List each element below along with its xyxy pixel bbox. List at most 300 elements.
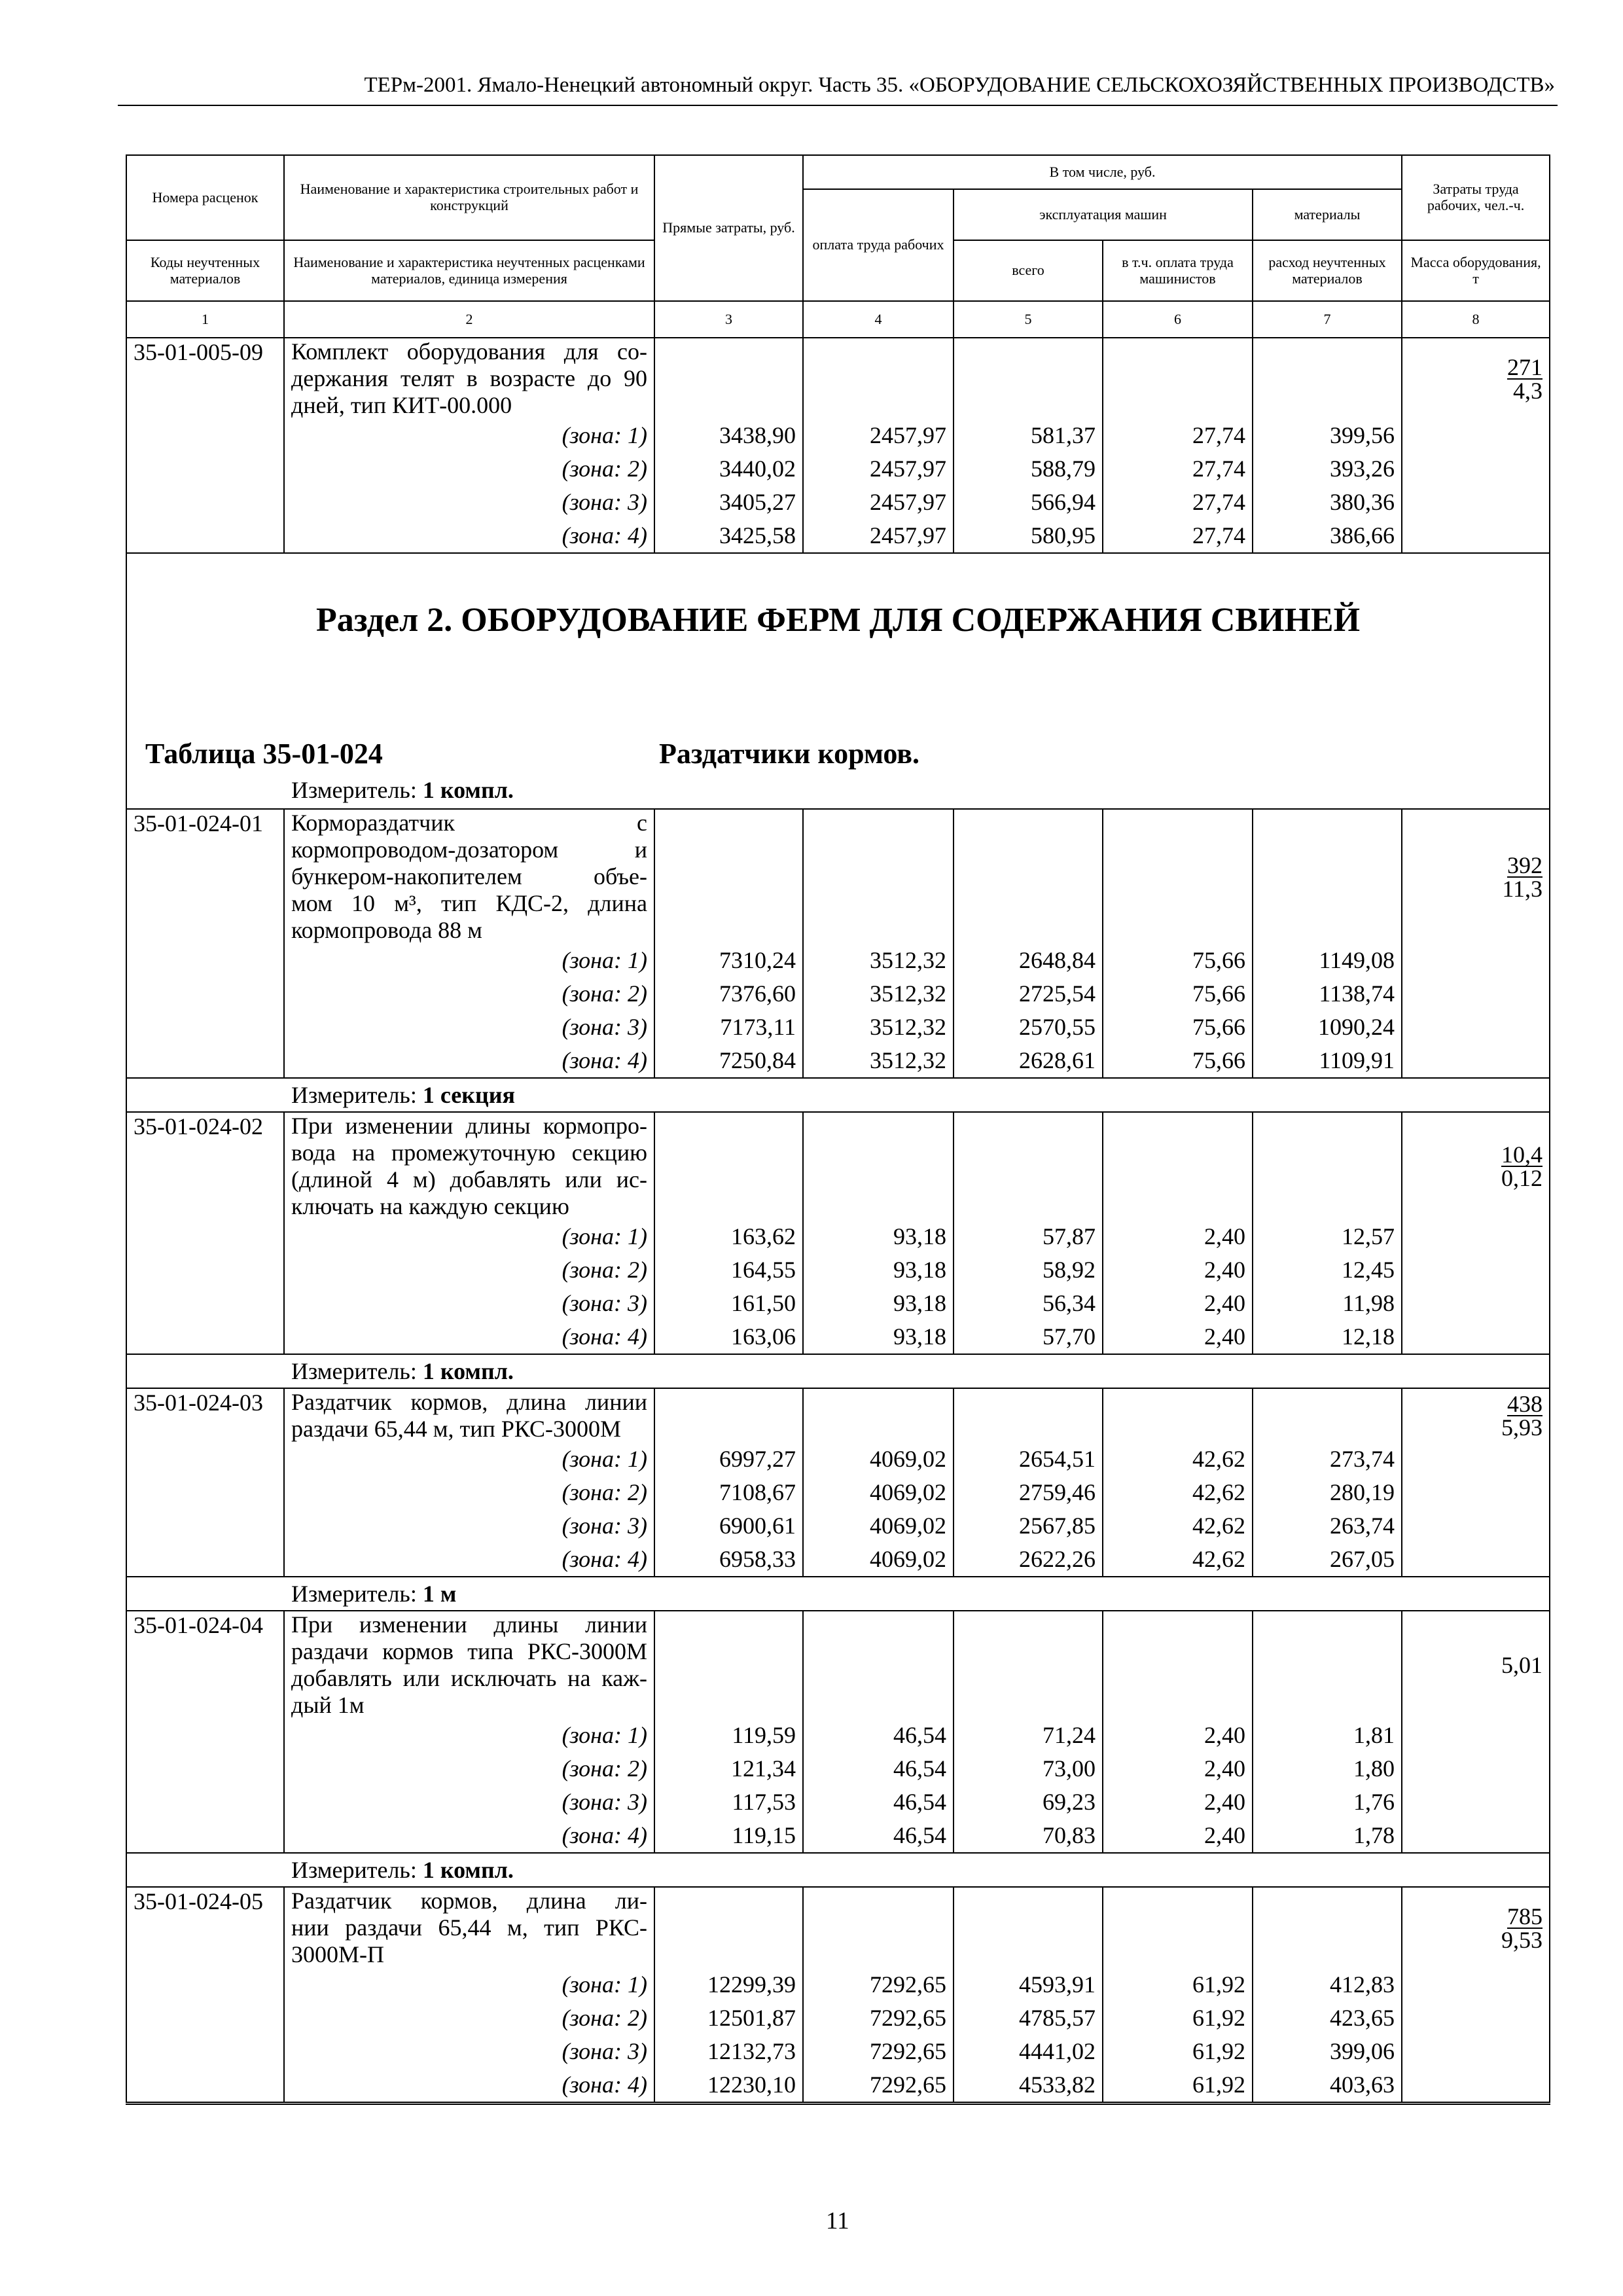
- zone-value: 12299,39: [654, 1968, 803, 2001]
- header-worker-pay: оплата труда рабочих: [803, 189, 954, 301]
- zone-label: (зона: 4): [284, 1543, 654, 1577]
- zone-value: 412,83: [1253, 1968, 1402, 2001]
- column-number: 8: [1402, 301, 1550, 338]
- zone-value: 56,34: [954, 1287, 1103, 1320]
- labor-costs-value: 392: [1507, 852, 1543, 878]
- section-cell: [126, 553, 1550, 809]
- header-materials: материалы: [1253, 189, 1402, 240]
- zone-row: [126, 1785, 1550, 1819]
- zone-value: 580,95: [954, 519, 1103, 553]
- zone-value: 163,06: [654, 1320, 803, 1354]
- empty-cell: [1402, 519, 1550, 553]
- equipment-mass-value: 0,12: [1501, 1165, 1543, 1191]
- empty-cell: [1402, 977, 1550, 1011]
- description-line: Раздатчик кормов, длина ли-: [291, 1888, 647, 1914]
- empty-cell: [1103, 1112, 1253, 1220]
- zone-value: 73,00: [954, 1752, 1103, 1785]
- zone-value: 1138,74: [1253, 977, 1402, 1011]
- zone-row: [126, 2001, 1550, 2035]
- zone-value: 12,57: [1253, 1220, 1402, 1253]
- zone-value: 75,66: [1103, 1011, 1253, 1044]
- empty-cell: [1402, 2035, 1550, 2068]
- zone-label: (зона: 1): [284, 1719, 654, 1752]
- zone-value: 2567,85: [954, 1509, 1103, 1543]
- zone-value: 588,79: [954, 452, 1103, 486]
- zone-value: 2648,84: [954, 944, 1103, 977]
- column-number: 4: [803, 301, 954, 338]
- empty-cell: [1402, 1476, 1550, 1509]
- empty-cell: [1402, 1968, 1550, 2001]
- zone-value: 27,74: [1103, 419, 1253, 452]
- rate-description: [284, 809, 654, 944]
- empty-cell: [1253, 338, 1402, 419]
- measure-value: 1 компл.: [422, 1358, 514, 1384]
- zone-value: 75,66: [1103, 944, 1253, 977]
- description-line: кормопроводом-дозатором и: [291, 836, 647, 863]
- header-direct-costs: Прямые затраты, руб.: [654, 155, 803, 301]
- equipment-mass-value: 5,93: [1501, 1414, 1543, 1441]
- empty-cell: [654, 1112, 803, 1220]
- zone-row: [126, 419, 1550, 452]
- rate-description: [284, 1388, 654, 1443]
- zone-row: [126, 944, 1550, 977]
- description-line: держания телят в возрасте до 90: [291, 365, 647, 391]
- zone-value: 42,62: [1103, 1543, 1253, 1577]
- rate-item-row: [126, 1388, 1550, 1443]
- zone-value: 117,53: [654, 1785, 803, 1819]
- empty-cell: [1402, 1543, 1550, 1577]
- zone-label: (зона: 4): [284, 1819, 654, 1853]
- rate-item-row: [126, 338, 1550, 419]
- zone-label: (зона: 1): [284, 1968, 654, 2001]
- page-header: ТЕРм-2001. Ямало-Ненецкий автономный округ. Часть 35. «ОБОРУДОВАНИЕ СЕЛЬСКОХОЗЯЙСТВЕННЫХ ПРОИЗВОДСТВ»: [364, 73, 1555, 97]
- zone-row: [126, 486, 1550, 519]
- description-line: (длиной 4 м) добавлять или ис-: [291, 1166, 647, 1193]
- measure-row: [126, 1853, 1550, 1887]
- zone-row: [126, 1011, 1550, 1044]
- zone-label: (зона: 2): [284, 1752, 654, 1785]
- measure-row: [126, 1354, 1550, 1388]
- zone-value: 2,40: [1103, 1287, 1253, 1320]
- description-line: мом 10 м³, тип КДС-2, длина: [291, 890, 647, 916]
- zone-value: 1,80: [1253, 1752, 1402, 1785]
- zone-value: 42,62: [1103, 1509, 1253, 1543]
- description-line: Раздатчик кормов, длина линии: [291, 1389, 647, 1415]
- empty-cell: [1103, 809, 1253, 944]
- empty-cell: [1402, 419, 1550, 452]
- zone-label: (зона: 2): [284, 1476, 654, 1509]
- zone-value: 12132,73: [654, 2035, 803, 2068]
- empty-cell: [803, 1887, 954, 1968]
- empty-cell: [126, 944, 284, 977]
- empty-cell: [1103, 1611, 1253, 1719]
- empty-cell: [1253, 1887, 1402, 1968]
- equipment-mass-value: 4,3: [1513, 377, 1543, 404]
- mass-value: [1402, 338, 1550, 419]
- empty-cell: [126, 1253, 284, 1287]
- section-title: Раздел 2. ОБОРУДОВАНИЕ ФЕРМ ДЛЯ СОДЕРЖАНИЯ СВИНЕЙ: [315, 601, 1361, 639]
- zone-value: 4069,02: [803, 1509, 954, 1543]
- empty-cell: [1253, 1112, 1402, 1220]
- rates-table: [126, 154, 1550, 2105]
- zone-value: 7376,60: [654, 977, 803, 1011]
- zone-label: (зона: 2): [284, 452, 654, 486]
- zone-value: 2457,97: [803, 519, 954, 553]
- zone-value: 581,37: [954, 419, 1103, 452]
- rate-description: [284, 1112, 654, 1220]
- zone-value: 2759,46: [954, 1476, 1103, 1509]
- header-labor-costs: Затраты труда рабочих, чел.-ч.: [1402, 155, 1550, 240]
- zone-row: [126, 452, 1550, 486]
- zone-value: 69,23: [954, 1785, 1103, 1819]
- empty-cell: [1402, 452, 1550, 486]
- zone-value: 119,59: [654, 1719, 803, 1752]
- description-line: нии раздачи 65,44 м, тип РКС-: [291, 1914, 647, 1941]
- zone-label: (зона: 1): [284, 419, 654, 452]
- zone-value: 93,18: [803, 1320, 954, 1354]
- zone-value: 42,62: [1103, 1476, 1253, 1509]
- zone-value: 7108,67: [654, 1476, 803, 1509]
- header-material-codes: Коды неучтенных материалов: [126, 240, 284, 301]
- empty-cell: [954, 1887, 1103, 1968]
- empty-cell: [1253, 1611, 1402, 1719]
- empty-cell: [126, 1443, 284, 1476]
- measure-label: Измеритель:: [291, 1581, 417, 1607]
- header-machinist-pay: в т.ч. оплата труда машинистов: [1103, 240, 1253, 301]
- zone-value: 2,40: [1103, 1220, 1253, 1253]
- measure-value: 1 компл.: [422, 1857, 514, 1883]
- zone-value: 1,81: [1253, 1719, 1402, 1752]
- section-row: [126, 553, 1550, 809]
- zone-value: 27,74: [1103, 519, 1253, 553]
- empty-cell: [126, 1819, 284, 1853]
- zone-value: 12,45: [1253, 1253, 1402, 1287]
- zone-value: 75,66: [1103, 1044, 1253, 1078]
- page-number: 11: [826, 2208, 849, 2234]
- empty-cell: [126, 1011, 284, 1044]
- table-body: [126, 338, 1550, 2104]
- zone-value: 263,74: [1253, 1509, 1402, 1543]
- empty-cell: [654, 1611, 803, 1719]
- rate-item-row: [126, 809, 1550, 944]
- description-line: Кормораздатчик с: [291, 810, 647, 836]
- zone-value: 164,55: [654, 1253, 803, 1287]
- description-line: При изменении длины кормопро-: [291, 1113, 647, 1139]
- zone-value: 2457,97: [803, 452, 954, 486]
- zone-label: (зона: 4): [284, 519, 654, 553]
- empty-cell: [954, 809, 1103, 944]
- zone-row: [126, 2035, 1550, 2068]
- zone-value: 93,18: [803, 1253, 954, 1287]
- empty-cell: [126, 977, 284, 1011]
- zone-value: 403,63: [1253, 2068, 1402, 2104]
- zone-value: 399,06: [1253, 2035, 1402, 2068]
- empty-cell: [954, 338, 1103, 419]
- labor-costs-value: 271: [1507, 353, 1543, 380]
- rate-item-row: [126, 1112, 1550, 1220]
- table-code: Таблица 35-01-024: [145, 738, 383, 770]
- zone-value: 3512,32: [803, 1011, 954, 1044]
- measure-value: 1 компл.: [422, 777, 514, 803]
- zone-value: 7292,65: [803, 2068, 954, 2104]
- zone-value: 4533,82: [954, 2068, 1103, 2104]
- zone-value: 7310,24: [654, 944, 803, 977]
- zone-value: 42,62: [1103, 1443, 1253, 1476]
- zone-value: 1,78: [1253, 1819, 1402, 1853]
- empty-cell: [803, 1611, 954, 1719]
- column-number: 5: [954, 301, 1103, 338]
- empty-cell: [1103, 1388, 1253, 1443]
- measure-cell: [126, 1853, 1550, 1887]
- zone-value: 61,92: [1103, 2068, 1253, 2104]
- empty-cell: [803, 809, 954, 944]
- measure-cell: [126, 1354, 1550, 1388]
- zone-value: 7292,65: [803, 1968, 954, 2001]
- zone-value: 2628,61: [954, 1044, 1103, 1078]
- empty-cell: [126, 452, 284, 486]
- empty-cell: [126, 1785, 284, 1819]
- zone-value: 423,65: [1253, 2001, 1402, 2035]
- empty-cell: [654, 1388, 803, 1443]
- empty-cell: [803, 1112, 954, 1220]
- rate-item-row: [126, 1611, 1550, 1719]
- zone-value: 27,74: [1103, 452, 1253, 486]
- zone-row: [126, 1253, 1550, 1287]
- empty-cell: [126, 2001, 284, 2035]
- zone-value: 399,56: [1253, 419, 1402, 452]
- empty-cell: [126, 1287, 284, 1320]
- equipment-mass-value: 11,3: [1502, 875, 1543, 902]
- zone-label: (зона: 1): [284, 1443, 654, 1476]
- measure-value: 1 м: [422, 1581, 457, 1607]
- empty-cell: [654, 338, 803, 419]
- description-line: раздачи кормов типа РКС-3000М: [291, 1638, 647, 1664]
- rate-description: [284, 1611, 654, 1719]
- zone-label: (зона: 4): [284, 1044, 654, 1078]
- empty-cell: [954, 1388, 1103, 1443]
- labor-costs-value: 10,4: [1501, 1141, 1543, 1168]
- empty-cell: [126, 1220, 284, 1253]
- measure-cell: [126, 1078, 1550, 1112]
- zone-value: 267,05: [1253, 1543, 1402, 1577]
- header-rate-numbers: Номера расценок: [126, 155, 284, 240]
- zone-value: 3440,02: [654, 452, 803, 486]
- mass-value: [1402, 1887, 1550, 1968]
- measure-row: [126, 1078, 1550, 1112]
- zone-value: 280,19: [1253, 1476, 1402, 1509]
- empty-cell: [126, 2068, 284, 2104]
- empty-cell: [803, 338, 954, 419]
- description-line: бункером-накопителем объе-: [291, 863, 647, 889]
- zone-label: (зона: 3): [284, 2035, 654, 2068]
- empty-cell: [126, 519, 284, 553]
- empty-cell: [126, 1320, 284, 1354]
- zone-value: 6958,33: [654, 1543, 803, 1577]
- header-work-name: Наименование и характеристика строительных работ и конструкций: [284, 155, 654, 240]
- column-number: 7: [1253, 301, 1402, 338]
- zone-label: (зона: 3): [284, 1011, 654, 1044]
- zone-value: 4785,57: [954, 2001, 1103, 2035]
- rate-item-row: [126, 1887, 1550, 1968]
- zone-row: [126, 1719, 1550, 1752]
- zone-value: 1090,24: [1253, 1011, 1402, 1044]
- zone-value: 70,83: [954, 1819, 1103, 1853]
- empty-cell: [1402, 2001, 1550, 2035]
- zone-value: 61,92: [1103, 2035, 1253, 2068]
- empty-cell: [1402, 2068, 1550, 2104]
- description-line: вода на промежуточную секцию: [291, 1139, 647, 1166]
- zone-value: 57,87: [954, 1220, 1103, 1253]
- zone-row: [126, 1752, 1550, 1785]
- header-machines-total: всего: [954, 240, 1103, 301]
- rate-description: [284, 1887, 654, 1968]
- zone-value: 3425,58: [654, 519, 803, 553]
- empty-cell: [654, 1887, 803, 1968]
- measure-value: 1 секция: [422, 1082, 515, 1108]
- zone-value: 386,66: [1253, 519, 1402, 553]
- zone-value: 3512,32: [803, 944, 954, 977]
- zone-value: 4069,02: [803, 1543, 954, 1577]
- labor-costs-value: 785: [1507, 1903, 1543, 1929]
- header-including: В том числе, руб.: [803, 155, 1402, 189]
- zone-value: 6997,27: [654, 1443, 803, 1476]
- zone-value: 2,40: [1103, 1320, 1253, 1354]
- column-number: 2: [284, 301, 654, 338]
- empty-cell: [954, 1112, 1103, 1220]
- empty-cell: [1402, 1719, 1550, 1752]
- zone-value: 2,40: [1103, 1785, 1253, 1819]
- zone-row: [126, 1287, 1550, 1320]
- empty-cell: [1402, 486, 1550, 519]
- rate-code: 35-01-024-04: [126, 1611, 284, 1719]
- zone-label: (зона: 3): [284, 1785, 654, 1819]
- zone-value: 11,98: [1253, 1287, 1402, 1320]
- mass-value: [1402, 809, 1550, 944]
- zone-value: 7173,11: [654, 1011, 803, 1044]
- empty-cell: [126, 1476, 284, 1509]
- empty-cell: [1103, 338, 1253, 419]
- labor-costs-value: 5,01: [1501, 1652, 1543, 1678]
- zone-value: 273,74: [1253, 1443, 1402, 1476]
- zone-value: 61,92: [1103, 2001, 1253, 2035]
- mass-value: [1402, 1388, 1550, 1443]
- mass-value: [1402, 1611, 1550, 1719]
- column-numbers-row: [126, 301, 1550, 338]
- description-line: дый 1м: [291, 1692, 365, 1718]
- description-line: раздачи 65,44 м, тип РКС-3000М: [291, 1416, 621, 1442]
- zone-value: 393,26: [1253, 452, 1402, 486]
- zone-row: [126, 1443, 1550, 1476]
- empty-cell: [1402, 1752, 1550, 1785]
- description-line: 3000М-П: [291, 1941, 384, 1967]
- zone-value: 3512,32: [803, 977, 954, 1011]
- labor-costs-value: 438: [1507, 1391, 1543, 1417]
- zone-label: (зона: 4): [284, 1320, 654, 1354]
- header-machines: эксплуатация машин: [954, 189, 1253, 240]
- empty-cell: [126, 486, 284, 519]
- empty-cell: [1402, 1785, 1550, 1819]
- empty-cell: [1402, 1253, 1550, 1287]
- zone-value: 2654,51: [954, 1443, 1103, 1476]
- zone-value: 61,92: [1103, 1968, 1253, 2001]
- zone-row: [126, 1509, 1550, 1543]
- measure-line: [291, 776, 514, 804]
- table-header: [126, 155, 1550, 338]
- header-material-names: Наименование и характеристика неучтенных расценками материалов, единица измерения: [284, 240, 654, 301]
- zone-value: 27,74: [1103, 486, 1253, 519]
- zone-value: 7250,84: [654, 1044, 803, 1078]
- zone-value: 71,24: [954, 1719, 1103, 1752]
- zone-row: [126, 1320, 1550, 1354]
- zone-row: [126, 519, 1550, 553]
- zone-row: [126, 977, 1550, 1011]
- description-line: кормопровода 88 м: [291, 917, 482, 943]
- zone-value: 12,18: [1253, 1320, 1402, 1354]
- zone-value: 2,40: [1103, 1752, 1253, 1785]
- zone-value: 46,54: [803, 1819, 954, 1853]
- zone-value: 46,54: [803, 1719, 954, 1752]
- zone-value: 3438,90: [654, 419, 803, 452]
- empty-cell: [1103, 1887, 1253, 1968]
- zone-value: 7292,65: [803, 2001, 954, 2035]
- zone-value: 4069,02: [803, 1443, 954, 1476]
- zone-label: (зона: 2): [284, 977, 654, 1011]
- empty-cell: [126, 2035, 284, 2068]
- description-line: Комплект оборудования для со-: [291, 338, 647, 365]
- zone-value: 75,66: [1103, 977, 1253, 1011]
- rate-code: 35-01-024-01: [126, 809, 284, 944]
- zone-value: 2,40: [1103, 1819, 1253, 1853]
- zone-value: 46,54: [803, 1785, 954, 1819]
- empty-cell: [126, 1044, 284, 1078]
- empty-cell: [1402, 1044, 1550, 1078]
- zone-value: 380,36: [1253, 486, 1402, 519]
- zone-row: [126, 1220, 1550, 1253]
- empty-cell: [126, 1543, 284, 1577]
- empty-cell: [1402, 1287, 1550, 1320]
- rate-code: 35-01-005-09: [126, 338, 284, 419]
- zone-value: 2457,97: [803, 419, 954, 452]
- zone-value: 3405,27: [654, 486, 803, 519]
- empty-cell: [1253, 1388, 1402, 1443]
- empty-cell: [954, 1611, 1103, 1719]
- measure-label: Измеритель:: [291, 777, 417, 803]
- mass-value: [1402, 1112, 1550, 1220]
- zone-value: 2570,55: [954, 1011, 1103, 1044]
- measure-label: Измеритель:: [291, 1082, 417, 1108]
- empty-cell: [1402, 1011, 1550, 1044]
- zone-value: 58,92: [954, 1253, 1103, 1287]
- zone-label: (зона: 4): [284, 2068, 654, 2104]
- zone-value: 93,18: [803, 1287, 954, 1320]
- rate-code: 35-01-024-02: [126, 1112, 284, 1220]
- column-number: 6: [1103, 301, 1253, 338]
- zone-label: (зона: 1): [284, 1220, 654, 1253]
- table-name: Раздатчики кормов.: [659, 738, 919, 770]
- zone-label: (зона: 3): [284, 1509, 654, 1543]
- description-line: добавлять или исключать на каж-: [291, 1665, 647, 1691]
- empty-cell: [126, 1719, 284, 1752]
- zone-value: 1149,08: [1253, 944, 1402, 977]
- zone-value: 119,15: [654, 1819, 803, 1853]
- header-rule: [118, 105, 1558, 106]
- zone-value: 46,54: [803, 1752, 954, 1785]
- empty-cell: [1402, 1220, 1550, 1253]
- zone-row: [126, 1968, 1550, 2001]
- zone-value: 12230,10: [654, 2068, 803, 2104]
- zone-row: [126, 1819, 1550, 1853]
- zone-value: 1109,91: [1253, 1044, 1402, 1078]
